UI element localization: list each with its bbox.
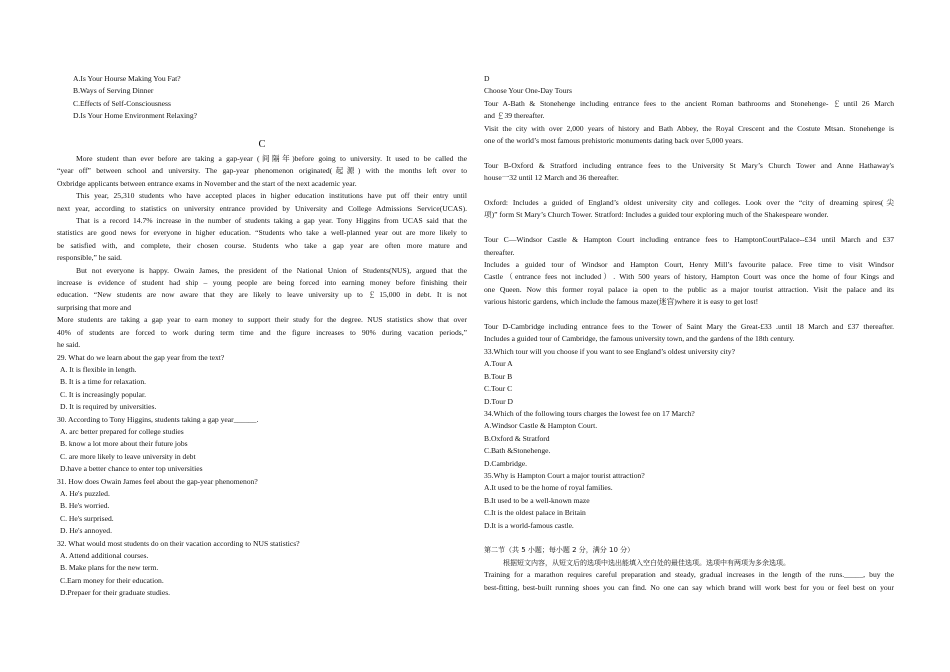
tour-line: various historic gardens, which include the famous maze(迷宫)where it is easy to get lost! — [484, 297, 759, 307]
passage-line: “year off” between school and university. The gap-year phenomenon originated(起源) with the months left over to — [57, 166, 467, 176]
question-stem: 29. What do we learn about the gap year from the text? — [57, 352, 225, 362]
passage-line: More students are taking a gap year to earn money to support their study for the degree. NUS statistics show that over — [57, 315, 467, 325]
tour-line: Visit the city with over 2,000 years of history and Bath Abbey, the Royal Crescent and the Costute Mtsan. Stonehenge is — [484, 123, 894, 133]
answer-option[interactable]: C. are more likely to leave university in debt — [60, 451, 196, 461]
answer-option[interactable]: D.Tour D — [484, 396, 513, 406]
tour-line: Tour D-Cambridge including entrance fees to the Tower of Saint Mary the Great-£33 .until 18 March and £37 thereafter. — [484, 322, 894, 332]
section-2-title: 第二节（共 5 小题；每小题 2 分，满分 10 分） — [484, 546, 635, 555]
tour-line: and ￡39 thereafter. — [484, 111, 545, 121]
passage-line: But not everyone is happy. Owain James, the president of the National Union of Students(NUS), argued that the — [76, 265, 467, 275]
question-stem: 34.Which of the following tours charges the lowest fee on 17 March? — [484, 408, 695, 418]
tour-line: house一32 until 12 March and 36 thereafter. — [484, 173, 619, 183]
passage-line: increase is evidence of student had ship – young people are being forced into earning money before finishing their — [57, 278, 467, 288]
option-line: C.Effects of Self-Consciousness — [73, 98, 171, 108]
passage-line: That is a record 14.7% increase in the number of students taking a gap year. Tony Higgins from UCAS said that the — [76, 216, 467, 226]
option-line: B.Ways of Serving Dinner — [73, 86, 154, 96]
answer-option[interactable]: D.It is a world-famous castle. — [484, 520, 574, 530]
answer-option[interactable]: D.have a better chance to enter top universities — [60, 464, 203, 474]
tour-line: one of the world’s most famous prehistoric monuments dating back over 5,000 years. — [484, 136, 743, 146]
tour-line: thereafter. — [484, 247, 515, 257]
question-35 — [484, 470, 894, 532]
question-stem: 35.Why is Hampton Court a major tourist attraction? — [484, 470, 645, 480]
answer-option[interactable]: B.Tour B — [484, 371, 513, 381]
answer-option[interactable]: A. It is flexible in length. — [60, 364, 137, 374]
answer-option[interactable]: B. It is a time for relaxation. — [60, 377, 147, 387]
answer-option[interactable]: C.It is the oldest palace in Britain — [484, 508, 586, 518]
right-column — [484, 73, 894, 594]
option-line: A.Is Your Hourse Making You Fat? — [73, 74, 181, 83]
tour-line: Tour A-Bath & Stonehenge including entrance fees to the ancient Roman bathrooms and Stonehenge- ￡until 26 March — [484, 98, 894, 108]
previous-question-options — [57, 73, 467, 123]
answer-option[interactable]: B.It used to be a well-known maze — [484, 495, 590, 505]
answer-option[interactable]: A.Tour A — [484, 359, 513, 369]
tour-c — [484, 234, 894, 308]
passage-line: surprising that more and — [57, 302, 132, 312]
question-33 — [484, 346, 894, 408]
answer-option[interactable]: D. It is required by universities. — [60, 402, 157, 412]
question-30 — [57, 414, 467, 476]
question-32 — [57, 538, 467, 600]
question-stem: 32. What would most students do on their vacation according to NUS statistics? — [57, 538, 300, 548]
answer-option[interactable]: B. know a lot more about their future jobs — [60, 439, 188, 449]
tour-line: Includes a guided tour of Windsor and Hampton Court, Henry Mill’s favourite palace. Free time to visit Windsor — [484, 260, 894, 270]
passage-c-heading: C — [258, 139, 266, 151]
answer-option[interactable]: D.Cambridge. — [484, 458, 528, 468]
answer-option[interactable]: A. Attend additional courses. — [60, 551, 149, 561]
answer-option[interactable]: C.Tour C — [484, 384, 513, 394]
answer-option[interactable]: D.Prepaer for their graduate studies. — [60, 588, 171, 598]
answer-option[interactable]: A.It used to be the home of royal families. — [484, 483, 613, 493]
tour-line: Castle（entrance fees not included）. With 500 years of history, Hampton Court was once the home of four Kings and — [484, 272, 894, 282]
tour-line: Oxford: Includes a guided of England’s oldest university city and colleges. Look over the “city of dreaming spires(尖 — [484, 198, 894, 208]
option-line: D.Is Your Home Environment Relaxing? — [73, 111, 198, 121]
passage-line: he said. — [57, 340, 81, 350]
answer-option[interactable]: B.Oxford & Stratford — [484, 433, 550, 443]
passage-line: This year, 25,310 students who have accepted places in higher education institutions have put off their entry until — [76, 191, 467, 201]
answer-option[interactable]: B. Make plans for the new term. — [60, 563, 159, 573]
closing-passage-line: best-fitting, best-built running shoes you can find. No one can say which brand will work best for you or feel best on your — [484, 582, 894, 592]
question-31 — [57, 476, 467, 538]
passage-line: Oxbridge applicants between entrance exams in November and the start of the next academic year. — [57, 178, 357, 188]
answer-option[interactable]: A.Windsor Castle & Hampton Court. — [484, 421, 598, 431]
answer-option[interactable]: B. He's worried. — [60, 501, 110, 511]
answer-option[interactable]: A. arc better prepared for college studies — [60, 426, 184, 436]
answer-option[interactable]: D. He's annoyed. — [60, 526, 112, 536]
answer-option[interactable]: C.Earn money for their education. — [60, 575, 164, 585]
passage-c — [57, 153, 467, 352]
passage-line: statistics are good news for everyone in higher education. “Students who take a well-planned year out are more likely to — [57, 228, 467, 238]
answer-option[interactable]: C. He's surprised. — [60, 513, 114, 523]
tour-line: Includes a guided tour of Cambridge, the famous university town, and the gardens of the 18th century. — [484, 334, 795, 344]
section-2-instruction: 根据短文内容，从短文后的选项中选出能填入空白处的最佳选项。选项中有两项为多余选项。 — [503, 558, 790, 567]
passage-line: be satisfied with, and complete, their chosen course. Students who take a gap year are often more mature and — [57, 240, 467, 250]
tour-d — [484, 321, 894, 346]
closing-passage-line: Training for a marathon requires careful preparation and steady, gradual increases in the length of the runs._____, buy the — [484, 570, 894, 580]
passage-line: next year, according to statistics on university entrance provided by University and College Admissions Service(UCAS). — [57, 203, 467, 213]
oxford-description — [484, 197, 894, 222]
answer-option[interactable]: C.Bath &Stonehenge. — [484, 446, 551, 456]
tour-line: 项)” form St Mary’s Church Tower. Stratford: Includes a guided tour exploring much of the Shakespeare wonder. — [484, 210, 829, 220]
tour-line: Tour C—Windsor Castle & Hampton Court including entrance fees to HamptonCourtPalace--£34 until March and £37 — [484, 235, 894, 245]
answer-option[interactable]: A. He's puzzled. — [60, 488, 110, 498]
question-stem: 33.Which tour will you choose if you want to see England’s oldest university city? — [484, 346, 735, 356]
passage-line: 40% of students are forced to work during term time and the figure increases to 90% during vacation periods,” — [57, 327, 467, 337]
tour-line: Tour B-Oxford & Stratford including entrance fees to the University St Mary’s Church Tower and Anne Hathaway's — [484, 160, 894, 170]
passage-line: More student than ever before are taking a gap-year (间隔年)before going to university. It used to be called the — [76, 154, 467, 164]
tour-a — [484, 98, 894, 148]
question-stem: 30. According to Tony Higgins, students taking a gap year______. — [57, 414, 259, 424]
passage-line: responsible,” he said. — [57, 253, 122, 263]
passage-line: education. “New students are now aware that they are likely to leave university up to ￡15,000 in debt. It is not — [57, 290, 467, 300]
passage-d-heading: D — [484, 74, 490, 83]
tour-b — [484, 160, 894, 185]
question-29 — [57, 352, 467, 414]
answer-option[interactable]: C. It is increasingly popular. — [60, 389, 147, 399]
question-34 — [484, 408, 894, 470]
left-column — [57, 73, 467, 600]
tour-line: one Queen. Now this former royal palace ia open to the public as a major tourist attraction. Visit the palace and its — [484, 284, 894, 294]
question-stem: 31. How does Owain James feel about the gap-year phenomenon? — [57, 476, 258, 486]
tours-title: Choose Your One-Day Tours — [484, 86, 572, 96]
